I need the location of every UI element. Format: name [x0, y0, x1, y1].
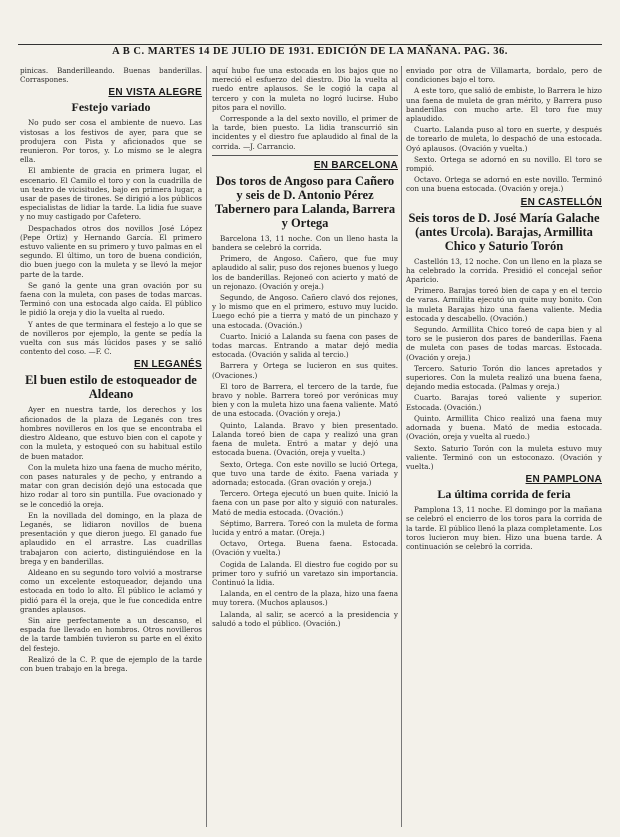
article-paragraph: Tercero. Ortega ejecutó un buen quite. Inició la faena con un pase por alto y siguió con naturales. Mató de media estocada. (Ovación.) [212, 489, 398, 517]
article-paragraph: Aldeano en su segundo toro volvió a mostrarse como un excelente estoqueador, dejando una estocada en todo lo alto. El público le aclamó y pidió para él la oreja, que le fue concedida entre grandes aplausos. [20, 567, 202, 614]
article-paragraph: Quinto. Armillita Chico realizó una faena muy adornada y buena. Mató de media estocada. (Ovación, oreja y vuelta al ruedo.) [406, 413, 602, 442]
article-title-barcelona: Dos toros de Angoso para Cañero y seis de D. Antonio Pérez Tabernero para Lalanda, Barrera y Ortega [214, 173, 396, 230]
article-title-aldeano: El buen estilo de estoqueador de Aldeano [25, 373, 197, 402]
article-paragraph: El toro de Barrera, el tercero de la tarde, fue bravo y noble. Barrera toreó por verónicas muy bien y con la muleta hizo una faena valiente. Mató de una estocada. (Ovación y oreja.) [212, 381, 398, 419]
column-divider [206, 66, 207, 827]
article-paragraph: Octavo. Ortega se adornó en este novillo. Terminó con una buena estocada. (Ovación y oreja.) [406, 175, 602, 194]
article-paragraph: Séptimo, Barrera. Toreó con la muleta de forma lucida y entró a matar. (Oreja.) [212, 518, 398, 537]
article-paragraph: Despachados otros dos novillos José López (Pepe Ortiz) y Hernando García. El primero estuvo valiente en su primero y tuvo palmas en el segundo. El último, un toro de buena condición, dio buen juego con la muleta y se llevó la mejor parte de la tarde. [20, 223, 202, 279]
column-3 [406, 66, 602, 829]
article-paragraph: Con la muleta hizo una faena de mucho mérito, con pases naturales y de pecho, y entrando a matar con gran decisión dejó una estocada que hizo rodar al toro sin puntilla. Fue ovacionado y se le concedió la oreja. [20, 462, 202, 509]
article-paragraph: Pamplona 13, 11 noche. El domingo por la mañana se celebró el encierro de los toros para la corrida de la tarde. El público llenó la plaza completamente. Los toros lucieron muy bien. Hizo una buena tarde. A continuación se celebró la corrida. [406, 505, 602, 551]
article-paragraph: Sin aire perfectamente a un descanso, el espada fue llevado en hombros. Otros novilleros de la tarde también tuvieron su parte en el éxito del festejo. [20, 615, 202, 653]
article-paragraph: Lalanda, al salir, se acercó a la presidencia y saludó a todo el público. (Ovación.) [212, 609, 398, 628]
article-paragraph: Sexto. Saturio Torón con la muleta estuvo muy valiente. Terminó con un estoconazo. (Ovación y vuelta.) [406, 443, 602, 471]
article-title-castellon: Seis toros de D. José María Galache (antes Urcola). Barajas, Armillita Chico y Saturio Torón [408, 210, 600, 253]
article-paragraph: enviado por otra de Villamarta, bordalo, pero de condiciones bajo el toro. [406, 66, 602, 85]
section-heading-castellon: EN CASTELLÓN [520, 196, 602, 208]
article-paragraph: Barrera y Ortega se lucieron en sus quites. (Ovaciones.) [212, 361, 398, 380]
section-rule [212, 155, 398, 156]
section-heading-leganes: EN LEGANÉS [133, 359, 202, 371]
article-paragraph: A este toro, que salió de embiste, lo Barrera le hizo una faena de muleta de gran mérito, y Barrera puso banderillas con mucho arte. El toro fue muy aplaudido. [406, 86, 602, 124]
article-paragraph: Y antes de que terminara el festejo a lo que se de novilleros por ejemplo, la gente se pedía la vuelta con sus más lúcidos pases y se salió contento del coso. —F. C. [20, 319, 202, 357]
article-paragraph: En la novillada del domingo, en la plaza de Leganés, se lidiaron novillos de buena presentación y que dieron juego. El ganado fue aplaudido en el arrastre. Las cuadrillas trabajaron con acierto, distinguiéndose en la brega y en banderillas. [20, 510, 202, 566]
article-paragraph: No pudo ser cosa el ambiente de nuevo. Las vistosas a los festivos de ayer, para que se produjera con Pista y aficionados que se reunieron. Por toros, y. Lo mismo se le alegra ella. [20, 118, 202, 165]
article-paragraph: Sexto. Ortega se adornó en su novillo. El toro se rompió. [406, 154, 602, 174]
article-title-pamplona: La última corrida de feria [437, 487, 571, 502]
masthead: A B C. MARTES 14 DE JULIO DE 1931. EDICIÓN DE LA MAÑANA. PAG. 36. [112, 46, 508, 57]
article-paragraph: aquí hubo fue una estocada en los bajos que no mereció el esfuerzo del diestro. Dio la vuelta al ruedo entre aplausos. Se le cogió la capa al tercero y con la muleta no logró lucirse. Hubo pitos para el novillo. [212, 66, 398, 112]
article-paragraph: Quinto, Lalanda. Bravo y bien presentado. Lalanda toreó bien de capa y realizó una gran faena de muleta. Entró a matar y dejó una estocada buena. (Ovación, oreja y vuelta.) [212, 420, 398, 458]
article-paragraph: Sexto, Ortega. Con este novillo se lució Ortega, que tuvo una tarde de éxito. Faena variada y adornada; estocada. (Gran ovación y oreja.) [212, 459, 398, 487]
article-paragraph: Ayer en nuestra tarde, los derechos y los aficionados de la plaza de Leganés con tres hombres novilleros en los que se encontraba el diestro Aldeano, que estuvo bien con el capote y con la muleta, y estoqueó con su habitual estilo de buen matador. [20, 405, 202, 461]
article-paragraph: Se ganó la gente una gran ovación por su faena con la muleta, con pases de todas marcas. Terminó con una estocada algo caída. El público le pidió la oreja y dio la vuelta al ruedo. [20, 280, 202, 318]
article-paragraph: Tercero. Saturio Torón dio lances apretados y superiores. Con la muleta realizó una buena faena, dejando media estocada. (Palmas y oreja.) [406, 363, 602, 392]
article-paragraph: Lalanda, en el centro de la plaza, hizo una faena muy torera. (Muchos aplausos.) [212, 589, 398, 608]
article-paragraph: Segundo. Armillita Chico toreó de capa bien y al toro se le pusieron dos pares de banderillas. Faena de muleta con pases de todas marcas. Estocada. (Ovación y oreja.) [406, 325, 602, 362]
article-title-festejo-variado: Festejo variado [71, 100, 151, 115]
article-paragraph: Castellón 13, 12 noche. Con un lleno en la plaza se ha celebrado la corrida. Presidió el concejal señor Aparicio. [406, 256, 602, 285]
article-paragraph: Realizó de la C. P. que de ejemplo de la tarde con buen trabajo en la brega. [20, 654, 202, 673]
article-paragraph: Cuarto. Lalanda puso al toro en suerte, y después de torearlo de muleta, lo despachó de una estocada. Oyó aplausos. (Ovación y vuelta.) [406, 125, 602, 153]
column-1-intro: pinicas. Banderilleando. Buenas banderillas. Corraspones. [20, 66, 202, 85]
section-heading-pamplona: EN PAMPLONA [525, 474, 602, 486]
column-divider [401, 66, 402, 827]
article-paragraph: Cuarto. Inició a Lalanda su faena con pases de todas marcas. Entrando a matar dejó media estocada. (Ovación y salida al tercio.) [212, 331, 398, 360]
article-paragraph: Cogida de Lalanda. El diestro fue cogido por su primer toro y sufrió un varetazo sin importancia. Continuó la lidia. [212, 559, 398, 587]
article-paragraph: Primero. Barajas toreó bien de capa y en el tercio de varas. Armillita ejecutó un quite muy bonito. Con la muleta Barajas hizo una faena valiente. Media estocada y descabello. (Ovación.) [406, 286, 602, 323]
article-paragraph: El ambiente de gracia en primera lugar, el escenario. El Camilo el toro y con la cuadrilla de un teatro de vicisitudes, bajo en primera lugar, a usar de pases de tirones. Se dirigió a los públicos especialistas de lidiar la tarde. La lidia fue suave y no muy castigado por Cafetero. [20, 166, 202, 222]
section-heading-barcelona: EN BARCELONA [313, 159, 398, 171]
article-paragraph: Segundo, de Angoso. Cañero clavó dos rejones, y lo mismo que en el primero, estuvo muy lucido. Luego echó pie a tierra y mató de un pinchazo y una estocada. (Ovación.) [212, 293, 398, 330]
article-paragraph: Corresponde a la del sexto novillo, el primer de la tarde, bien puesto. La lidia transcurrió sin incidentes y el diestro fue aplaudido al final de la corrida. —J. Carrancio. [212, 114, 398, 151]
article-paragraph: Octavo, Ortega. Buena faena. Estocada. (Ovación y vuelta.) [212, 539, 398, 558]
header-rule [18, 44, 602, 45]
column-1 [20, 66, 202, 829]
column-2 [212, 66, 398, 829]
article-paragraph: Barcelona 13, 11 noche. Con un lleno hasta la bandera se celebró la corrida. [212, 233, 398, 253]
section-heading-vista-alegre: EN VISTA ALEGRE [108, 87, 202, 99]
article-paragraph: Primero, de Angoso. Cañero, que fue muy aplaudido al salir, puso dos rejones buenos y luego los de banderillas. Rejoneó con acierto y mató de un rejonazo. (Ovación y oreja.) [212, 254, 398, 291]
article-paragraph: Cuarto. Barajas toreó valiente y superior. Estocada. (Ovación.) [406, 393, 602, 412]
